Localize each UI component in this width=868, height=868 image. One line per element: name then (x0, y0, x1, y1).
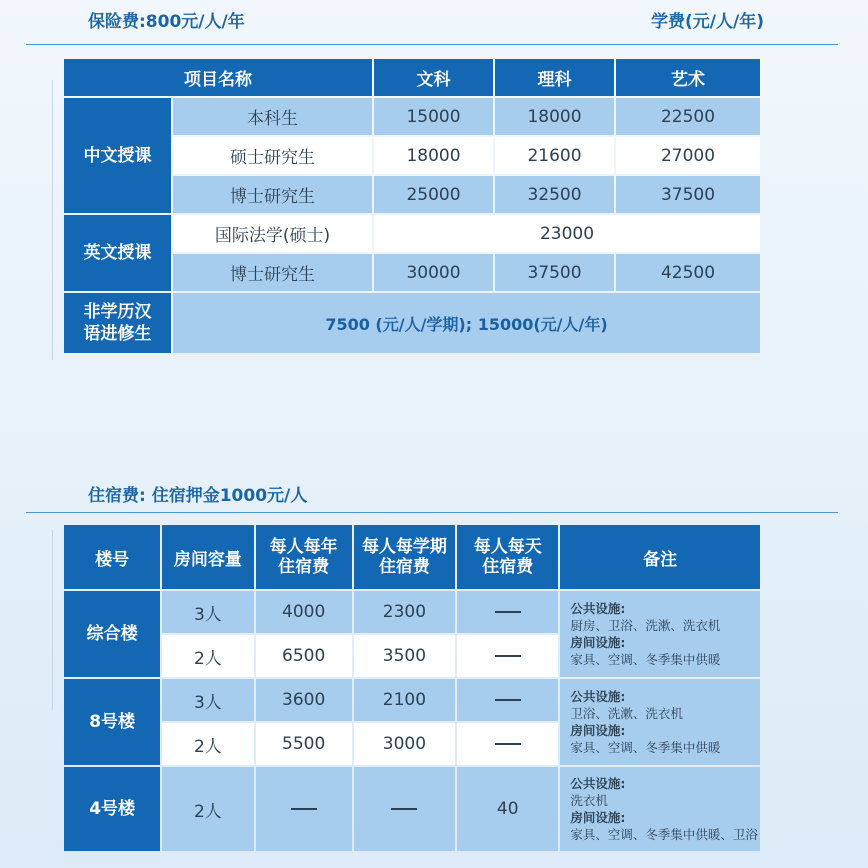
tuition-header-row (64, 59, 760, 96)
remarks-room-items: 家具、空调、冬季集中供暖 (570, 740, 721, 755)
header-remarks: 备注 (560, 525, 760, 589)
remarks-public-label: 公共设施: (570, 689, 626, 704)
table-row (64, 591, 760, 633)
header-per-term (354, 525, 455, 589)
tuition-table (62, 57, 762, 355)
header-liberal-arts: 文科 (374, 59, 493, 96)
room-capacity: 3人 (162, 679, 253, 721)
header-building: 楼号 (64, 525, 160, 589)
header-line2: 住宿费 (378, 557, 430, 577)
dash-mark (495, 699, 521, 701)
remarks-room-items: 家具、空调、冬季集中供暖、卫浴 (570, 827, 758, 842)
remarks-public-items: 洗衣机 (570, 793, 608, 808)
group-label-line2: 语进修生 (83, 324, 152, 344)
fee-per-term: 2100 (354, 679, 455, 721)
fee-per-term (354, 767, 455, 851)
header-capacity: 房间容量 (162, 525, 253, 589)
fee-cell: 15000 (374, 98, 493, 135)
remarks-public-label: 公共设施: (570, 601, 626, 616)
dash-mark (495, 743, 521, 745)
header-line2: 住宿费 (482, 557, 534, 577)
accommodation-title: 住宿费: 住宿押金1000元/人 (88, 486, 308, 506)
program-name: 硕士研究生 (173, 137, 372, 174)
fee-cell: 22500 (616, 98, 760, 135)
remarks-room-label: 房间设施: (570, 810, 626, 825)
fee-per-day (457, 679, 558, 721)
program-name: 国际法学(硕士) (173, 215, 372, 252)
header-divider (26, 44, 838, 45)
group-chinese-taught: 中文授课 (64, 98, 171, 213)
fee-cell: 27000 (616, 137, 760, 174)
tuition-fee-label: 学费(元/人/年) (651, 12, 764, 32)
fee-per-year: 5500 (256, 723, 352, 765)
dash-mark (291, 808, 317, 810)
program-name: 本科生 (173, 98, 372, 135)
group-label-line1: 非学历汉 (83, 302, 152, 322)
remarks-room-label: 房间设施: (570, 635, 626, 650)
accommodation-header-row (64, 525, 760, 589)
table-row (64, 98, 760, 135)
left-guide-line-2 (52, 530, 53, 710)
fee-cell: 25000 (374, 176, 493, 213)
header-program: 项目名称 (64, 59, 372, 96)
fee-per-year: 4000 (256, 591, 352, 633)
header-per-year (256, 525, 352, 589)
fee-cell: 30000 (374, 254, 493, 291)
fee-per-day (457, 723, 558, 765)
table-row (64, 215, 760, 252)
fee-per-day: 40 (457, 767, 558, 851)
header-per-day (457, 525, 558, 589)
remarks-room-items: 家具、空调、冬季集中供暖 (570, 652, 721, 667)
room-capacity: 2人 (162, 723, 253, 765)
fee-per-term: 3500 (354, 635, 455, 677)
remarks-cell (560, 591, 760, 677)
group-english-taught: 英文授课 (64, 215, 171, 291)
room-capacity: 2人 (162, 635, 253, 677)
header-line1: 每人每天 (473, 537, 542, 557)
remarks-cell (560, 679, 760, 765)
remarks-public-items: 厨房、卫浴、洗漱、洗衣机 (570, 618, 721, 633)
fee-per-year: 6500 (256, 635, 352, 677)
fee-cell: 32500 (495, 176, 614, 213)
remarks-room-label: 房间设施: (570, 723, 626, 738)
dash-mark (391, 808, 417, 810)
building-name: 综合楼 (64, 591, 160, 677)
header-science: 理科 (495, 59, 614, 96)
fee-cell: 37500 (616, 176, 760, 213)
fee-per-term: 3000 (354, 723, 455, 765)
room-capacity: 3人 (162, 591, 253, 633)
fee-cell: 18000 (374, 137, 493, 174)
remarks-cell (560, 767, 760, 851)
non-degree-fee: 7500 (元/人/学期); 15000(元/人/年) (173, 293, 760, 353)
fee-per-day (457, 591, 558, 633)
fee-cell: 21600 (495, 137, 614, 174)
building-name: 4号楼 (64, 767, 160, 851)
fee-per-year: 3600 (256, 679, 352, 721)
header-line2: 住宿费 (278, 557, 330, 577)
fee-cell: 42500 (616, 254, 760, 291)
program-name: 博士研究生 (173, 254, 372, 291)
header-arts: 艺术 (616, 59, 760, 96)
fee-per-day (457, 635, 558, 677)
accommodation-divider (26, 512, 838, 513)
fee-cell: 18000 (495, 98, 614, 135)
fee-per-year (256, 767, 352, 851)
building-name: 8号楼 (64, 679, 160, 765)
left-guide-line (52, 80, 53, 360)
header-line1: 每人每学期 (361, 537, 447, 557)
insurance-fee-label: 保险费:800元/人/年 (88, 12, 245, 32)
fee-per-term: 2300 (354, 591, 455, 633)
table-row (64, 293, 760, 353)
header-line1: 每人每年 (269, 537, 338, 557)
table-row (64, 767, 760, 851)
room-capacity: 2人 (162, 767, 253, 851)
dash-mark (495, 655, 521, 657)
remarks-public-label: 公共设施: (570, 776, 626, 791)
dash-mark (495, 611, 521, 613)
group-non-degree (64, 293, 171, 353)
remarks-public-items: 卫浴、洗漱、洗衣机 (570, 706, 683, 721)
fee-cell: 37500 (495, 254, 614, 291)
fee-cell-merged: 23000 (374, 215, 760, 252)
accommodation-table (62, 523, 762, 853)
program-name: 博士研究生 (173, 176, 372, 213)
table-row (64, 679, 760, 721)
